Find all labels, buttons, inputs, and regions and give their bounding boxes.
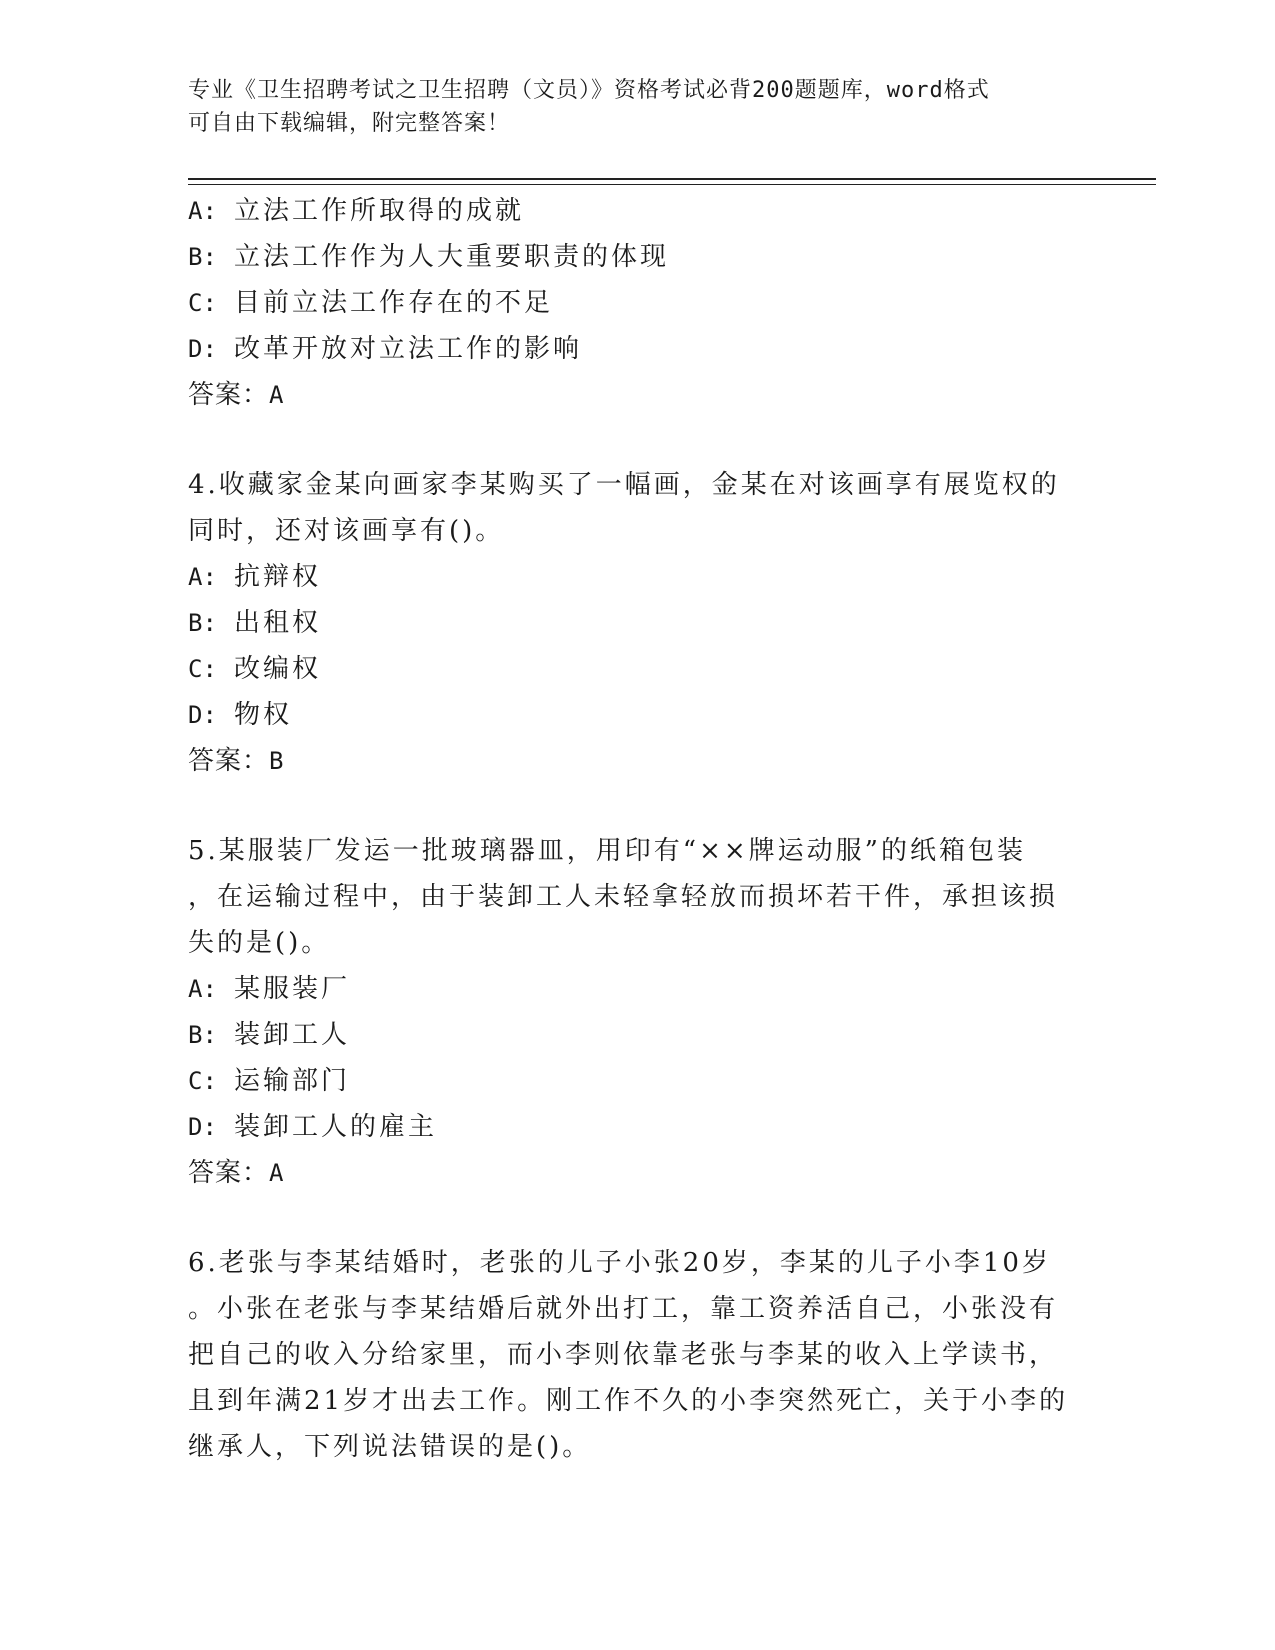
option-letter: D: bbox=[188, 335, 217, 363]
option-text: 改编权 bbox=[234, 654, 322, 684]
question-stem bbox=[188, 1240, 1078, 1470]
option-text: 装卸工人 bbox=[234, 1020, 351, 1050]
option-letter: B: bbox=[188, 1021, 217, 1049]
option-text: 抗辩权 bbox=[234, 562, 322, 592]
option-c bbox=[188, 280, 1078, 326]
answer-label: 答案： bbox=[188, 1158, 270, 1188]
stem-line: 失的是()。 bbox=[188, 928, 331, 958]
option-text: 出租权 bbox=[234, 608, 322, 638]
option-d bbox=[188, 692, 1078, 738]
option-text: 物权 bbox=[234, 700, 293, 730]
option-b bbox=[188, 600, 1078, 646]
question-6 bbox=[188, 1240, 1078, 1470]
option-letter: A: bbox=[188, 563, 217, 591]
stem-line: 继承人，下列说法错误的是()。 bbox=[188, 1432, 592, 1462]
option-text: 改革开放对立法工作的影响 bbox=[234, 334, 583, 364]
option-letter: C: bbox=[188, 289, 217, 317]
option-text: 立法工作作为人大重要职责的体现 bbox=[234, 242, 670, 272]
header-divider-thin bbox=[188, 184, 1156, 185]
answer-label: 答案： bbox=[188, 380, 270, 410]
question-list bbox=[188, 188, 1078, 1470]
answer-value: A bbox=[269, 381, 285, 409]
question-stem bbox=[188, 828, 1078, 966]
document-header bbox=[188, 74, 1088, 140]
option-letter: B: bbox=[188, 243, 217, 271]
question-stem bbox=[188, 462, 1078, 554]
option-letter: D: bbox=[188, 1113, 217, 1141]
option-c bbox=[188, 1058, 1078, 1104]
stem-line: 同时，还对该画享有()。 bbox=[188, 516, 505, 546]
option-letter: C: bbox=[188, 1067, 217, 1095]
option-letter: A: bbox=[188, 197, 217, 225]
question-3 bbox=[188, 188, 1078, 418]
option-text: 装卸工人的雇主 bbox=[234, 1112, 438, 1142]
answer-label: 答案： bbox=[188, 746, 270, 776]
option-letter: C: bbox=[188, 655, 217, 683]
question-5 bbox=[188, 828, 1078, 1196]
header-line-1: 专业《卫生招聘考试之卫生招聘（文员）》资格考试必背200题题库，word格式 bbox=[188, 78, 990, 103]
option-text: 某服装厂 bbox=[234, 974, 351, 1004]
option-letter: D: bbox=[188, 701, 217, 729]
stem-line: 。小张在老张与李某结婚后就外出打工，靠工资养活自己，小张没有 bbox=[188, 1294, 1059, 1324]
stem-line: 5.某服装厂发运一批玻璃器皿，用印有“××牌运动服”的纸箱包装 bbox=[188, 836, 1026, 866]
option-a bbox=[188, 554, 1078, 600]
option-b bbox=[188, 1012, 1078, 1058]
stem-line: 4.收藏家金某向画家李某购买了一幅画，金某在对该画享有展览权的 bbox=[188, 470, 1060, 500]
option-d bbox=[188, 326, 1078, 372]
answer-line bbox=[188, 738, 1078, 784]
stem-line: 把自己的收入分给家里，而小李则依靠老张与李某的收入上学读书， bbox=[188, 1340, 1059, 1370]
option-a bbox=[188, 966, 1078, 1012]
header-divider-thick bbox=[188, 178, 1156, 180]
option-letter: A: bbox=[188, 975, 217, 1003]
answer-value: A bbox=[269, 1159, 285, 1187]
answer-line bbox=[188, 372, 1078, 418]
header-line-2: 可自由下载编辑，附完整答案！ bbox=[188, 111, 511, 136]
answer-value: B bbox=[269, 747, 285, 775]
question-4 bbox=[188, 462, 1078, 784]
stem-line: 6.老张与李某结婚时，老张的儿子小张20岁，李某的儿子小李10岁 bbox=[188, 1248, 1051, 1278]
option-d bbox=[188, 1104, 1078, 1150]
option-text: 立法工作所取得的成就 bbox=[234, 196, 525, 226]
option-b bbox=[188, 234, 1078, 280]
option-letter: B: bbox=[188, 609, 217, 637]
answer-line bbox=[188, 1150, 1078, 1196]
option-c bbox=[188, 646, 1078, 692]
option-a bbox=[188, 188, 1078, 234]
stem-line: ，在运输过程中，由于装卸工人未轻拿轻放而损坏若干件，承担该损 bbox=[188, 882, 1059, 912]
option-text: 运输部门 bbox=[234, 1066, 351, 1096]
stem-line: 且到年满21岁才出去工作。刚工作不久的小李突然死亡，关于小李的 bbox=[188, 1386, 1069, 1416]
option-text: 目前立法工作存在的不足 bbox=[234, 288, 554, 318]
